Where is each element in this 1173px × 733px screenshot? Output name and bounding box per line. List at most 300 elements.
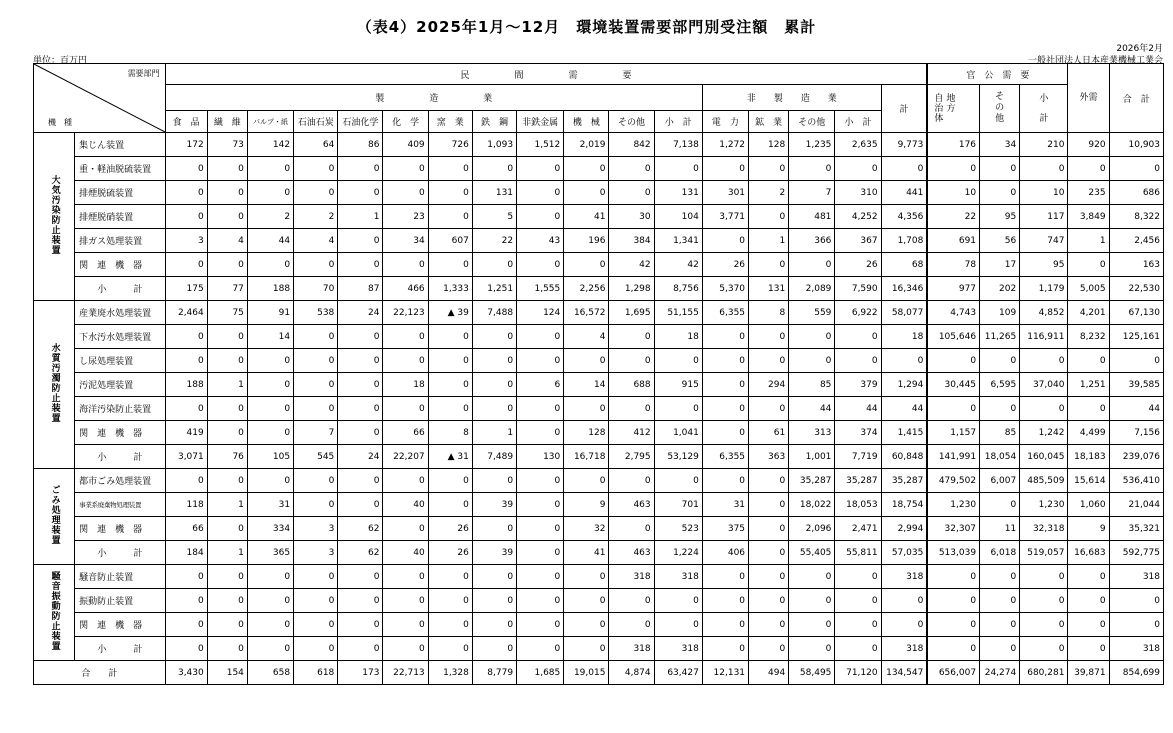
table-cell: 592,775 [1109, 541, 1163, 565]
table-cell: 9 [564, 493, 609, 517]
table-cell: 0 [383, 517, 428, 541]
table-cell: 2,795 [609, 445, 654, 469]
table-cell: 0 [517, 565, 564, 589]
table-cell: 318 [609, 637, 654, 661]
table-cell: 0 [881, 349, 927, 373]
table-cell: 0 [835, 325, 881, 349]
table-cell: 43 [517, 229, 564, 253]
table-cell: 0 [207, 421, 247, 445]
table-cell: 22,713 [383, 661, 428, 685]
table-cell: 61 [749, 421, 789, 445]
table-cell: 0 [654, 349, 702, 373]
table-cell: 87 [338, 277, 383, 301]
table-cell: 0 [927, 613, 979, 637]
subtotal-row [34, 277, 1164, 301]
table-cell: 0 [517, 349, 564, 373]
table-cell: 0 [472, 469, 516, 493]
table-cell: 366 [789, 229, 835, 253]
table-cell: 0 [338, 421, 383, 445]
table-cell: 26 [835, 253, 881, 277]
table-cell: 58,077 [881, 301, 927, 325]
table-cell: 0 [517, 637, 564, 661]
table-cell: 2,456 [1109, 229, 1163, 253]
table-cell: 0 [247, 421, 293, 445]
table-cell: 0 [207, 205, 247, 229]
table-cell: 0 [207, 157, 247, 181]
table-cell: 318 [654, 637, 702, 661]
row-label: 騒音防止装置 [75, 565, 165, 589]
table-cell: 0 [749, 613, 789, 637]
unit-label: 単位：百万円 [33, 56, 88, 66]
table-cell: 701 [654, 493, 702, 517]
table-cell: 30,445 [927, 373, 979, 397]
table-cell: 4 [207, 229, 247, 253]
table-cell: 75 [207, 301, 247, 325]
table-cell: 0 [517, 589, 564, 613]
table-cell: 0 [428, 253, 472, 277]
table-cell: 2 [294, 205, 338, 229]
table-cell: 1,415 [881, 421, 927, 445]
table-cell: 1,179 [1020, 277, 1068, 301]
table-cell: 0 [980, 589, 1020, 613]
table-cell: 142 [247, 133, 293, 157]
table-cell: 318 [881, 637, 927, 661]
table-cell: 0 [789, 589, 835, 613]
table-cell: 0 [207, 517, 247, 541]
table-cell: 35,287 [789, 469, 835, 493]
table-cell: 0 [702, 325, 748, 349]
table-cell: 0 [383, 469, 428, 493]
table-cell: 0 [517, 205, 564, 229]
table-cell: 0 [702, 157, 748, 181]
table-cell: 0 [1068, 253, 1109, 277]
table-cell: 5,370 [702, 277, 748, 301]
table-cell: 17 [980, 253, 1020, 277]
table-cell: 0 [1068, 589, 1109, 613]
table-cell: 0 [428, 613, 472, 637]
row-label: 都市ごみ処理装置 [75, 469, 165, 493]
table-cell: 375 [702, 517, 748, 541]
table-cell: 40 [383, 493, 428, 517]
table-cell: 0 [1109, 349, 1163, 373]
column-header: その他 [609, 111, 654, 133]
table-cell: 0 [564, 637, 609, 661]
table-cell: 0 [517, 253, 564, 277]
table-cell: 2,096 [789, 517, 835, 541]
table-cell: 2,635 [835, 133, 881, 157]
table-cell: 0 [702, 637, 748, 661]
row-label: 海洋汚染防止装置 [75, 397, 165, 421]
table-cell: 0 [472, 157, 516, 181]
table-cell: 116,911 [1020, 325, 1068, 349]
table-cell: 441 [881, 181, 927, 205]
table-cell: 18,754 [881, 493, 927, 517]
table-cell: 0 [338, 493, 383, 517]
table-cell: 6,355 [702, 301, 748, 325]
table-cell: 0 [428, 637, 472, 661]
table-cell: 16,683 [1068, 541, 1109, 565]
table-cell: 0 [338, 349, 383, 373]
table-cell: 0 [428, 349, 472, 373]
table-cell: 0 [207, 469, 247, 493]
table-cell: 1 [207, 373, 247, 397]
table-cell: 19,015 [564, 661, 609, 685]
table-cell: 3,849 [1068, 205, 1109, 229]
table-cell: 0 [654, 613, 702, 637]
table-cell: 0 [294, 157, 338, 181]
column-header: 窯 業 [428, 111, 472, 133]
table-cell: 85 [980, 421, 1020, 445]
column-header: 鉱 業 [749, 111, 789, 133]
table-cell: 0 [247, 613, 293, 637]
table-cell: 1,251 [472, 277, 516, 301]
table-cell: 1,555 [517, 277, 564, 301]
table-cell: 91 [247, 301, 293, 325]
table-cell: 18,183 [1068, 445, 1109, 469]
group-label-text: 大気汚染防止装置 [49, 174, 60, 255]
table-cell: 691 [927, 229, 979, 253]
table-cell: 294 [749, 373, 789, 397]
column-header: 小 計 [654, 111, 702, 133]
table-cell: 235 [1068, 181, 1109, 205]
table-cell: 0 [835, 613, 881, 637]
table-cell: 0 [749, 493, 789, 517]
table-cell: 160,045 [1020, 445, 1068, 469]
table-cell: 44 [881, 397, 927, 421]
table-cell: 0 [517, 613, 564, 637]
table-cell: 920 [1068, 133, 1109, 157]
table-cell: 0 [927, 157, 979, 181]
table-cell: 0 [165, 469, 207, 493]
table-cell: 0 [428, 325, 472, 349]
table-cell: 318 [609, 565, 654, 589]
table-cell: 78 [927, 253, 979, 277]
table-cell: 523 [654, 517, 702, 541]
table-cell: 56 [980, 229, 1020, 253]
table-cell: 63,427 [654, 661, 702, 685]
table-row [34, 301, 1164, 325]
table-cell: 409 [383, 133, 428, 157]
table-cell: 842 [609, 133, 654, 157]
table-cell: 76 [207, 445, 247, 469]
table-cell: 1 [749, 229, 789, 253]
table-cell: 105,646 [927, 325, 979, 349]
row-label: 小 計 [75, 277, 165, 301]
table-cell: 0 [517, 157, 564, 181]
table-cell: 3 [165, 229, 207, 253]
table-cell: 318 [881, 565, 927, 589]
table-cell: 23 [383, 205, 428, 229]
table-cell: 64 [294, 133, 338, 157]
table-cell: 67,130 [1109, 301, 1163, 325]
table-cell: 0 [835, 637, 881, 661]
table-cell: 0 [517, 421, 564, 445]
table-cell: 39,585 [1109, 373, 1163, 397]
table-cell: 18,053 [835, 493, 881, 517]
table-cell: 0 [789, 325, 835, 349]
local-gov-sub: 地方 [946, 94, 956, 114]
table-cell: 618 [294, 661, 338, 685]
row-label: 小 計 [75, 541, 165, 565]
table-cell: 44 [1109, 397, 1163, 421]
table-cell: 0 [247, 373, 293, 397]
table-cell: 22 [472, 229, 516, 253]
table-cell: 32,318 [1020, 517, 1068, 541]
table-cell: 0 [472, 565, 516, 589]
row-label: 小 計 [75, 445, 165, 469]
table-cell: 22,123 [383, 301, 428, 325]
table-cell: 0 [609, 349, 654, 373]
table-cell: 44 [835, 397, 881, 421]
table-cell: 0 [472, 613, 516, 637]
row-label: 事業系廃棄物処理装置 [75, 493, 165, 517]
table-row [34, 349, 1164, 373]
table-cell: 11 [980, 517, 1020, 541]
table-row [34, 589, 1164, 613]
table-cell: 35,321 [1109, 517, 1163, 541]
table-cell: 559 [789, 301, 835, 325]
table-cell: 3,771 [702, 205, 748, 229]
table-cell: 0 [207, 397, 247, 421]
table-cell: 0 [609, 613, 654, 637]
table-cell: 0 [654, 469, 702, 493]
table-cell: 131 [749, 277, 789, 301]
table-cell: 130 [517, 445, 564, 469]
table-cell: 0 [338, 565, 383, 589]
table-cell: 977 [927, 277, 979, 301]
table-cell: 0 [207, 253, 247, 277]
table-cell: 0 [1109, 589, 1163, 613]
table-cell: 0 [165, 637, 207, 661]
table-cell: 18 [881, 325, 927, 349]
table-cell: 39,871 [1068, 661, 1109, 685]
table-cell: 42 [654, 253, 702, 277]
table-cell: 0 [428, 397, 472, 421]
table-cell: 2 [749, 181, 789, 205]
table-cell: 0 [927, 589, 979, 613]
table-cell: 0 [247, 565, 293, 589]
row-label: 産業廃水処理装置 [75, 301, 165, 325]
table-cell: 0 [1020, 637, 1068, 661]
table-cell: 0 [564, 589, 609, 613]
row-label: 関 連 機 器 [75, 421, 165, 445]
table-cell: 175 [165, 277, 207, 301]
grand-total-label: 合 計 [34, 661, 166, 685]
table-cell: 0 [749, 637, 789, 661]
table-cell: 0 [383, 613, 428, 637]
table-cell: 0 [1109, 157, 1163, 181]
table-cell: 22,207 [383, 445, 428, 469]
table-cell: 1,341 [654, 229, 702, 253]
table-cell: 105 [247, 445, 293, 469]
table-row [34, 565, 1164, 589]
non-manufacturing-header: 非 製 造 業 [702, 85, 881, 111]
table-cell: 0 [749, 349, 789, 373]
column-header: 食 品 [165, 111, 207, 133]
table-cell: 0 [294, 589, 338, 613]
table-cell: 0 [247, 589, 293, 613]
table-cell: 41 [564, 205, 609, 229]
table-cell: 0 [338, 157, 383, 181]
table-row [34, 397, 1164, 421]
table-cell: 334 [247, 517, 293, 541]
table-cell: 239,076 [1109, 445, 1163, 469]
table-cell: 39 [472, 541, 516, 565]
table-cell: 131 [654, 181, 702, 205]
table-cell: 44 [789, 397, 835, 421]
table-cell: 9,773 [881, 133, 927, 157]
table-cell: 10 [927, 181, 979, 205]
table-cell: 0 [835, 157, 881, 181]
gov-other-header: その他 [980, 85, 1020, 133]
group-label [34, 133, 75, 301]
table-cell: 2,019 [564, 133, 609, 157]
table-cell: 658 [247, 661, 293, 685]
group-label-text: 水質汚濁防止装置 [49, 342, 60, 423]
table-cell: 384 [609, 229, 654, 253]
table-cell: 0 [980, 493, 1020, 517]
subtotal-row [34, 541, 1164, 565]
column-header: 石油化学 [338, 111, 383, 133]
table-cell: 0 [207, 565, 247, 589]
table-cell: 0 [609, 517, 654, 541]
column-header: 機 械 [564, 111, 609, 133]
group-label [34, 469, 75, 565]
table-cell: 0 [472, 373, 516, 397]
table-cell: 0 [165, 589, 207, 613]
table-cell: 318 [1109, 565, 1163, 589]
table-cell: 18 [383, 373, 428, 397]
table-cell: 680,281 [1020, 661, 1068, 685]
table-cell: 656,007 [927, 661, 979, 685]
table-cell: 1,242 [1020, 421, 1068, 445]
table-cell: 0 [338, 469, 383, 493]
table-cell: 406 [702, 541, 748, 565]
table-cell: 0 [338, 613, 383, 637]
table-cell: 163 [1109, 253, 1163, 277]
column-header: 非鉄金属 [517, 111, 564, 133]
table-row [34, 421, 1164, 445]
table-cell: 0 [1068, 613, 1109, 637]
table-cell: 30 [609, 205, 654, 229]
table-cell: 0 [428, 157, 472, 181]
table-cell: 0 [338, 373, 383, 397]
row-label: 小 計 [75, 637, 165, 661]
table-cell: 726 [428, 133, 472, 157]
table-cell: 0 [428, 565, 472, 589]
table-cell: 22 [927, 205, 979, 229]
table-cell: 8,322 [1109, 205, 1163, 229]
table-cell: 0 [428, 373, 472, 397]
table-cell: 0 [428, 469, 472, 493]
table-row [34, 205, 1164, 229]
grand-total-row [34, 661, 1164, 685]
table-row [34, 469, 1164, 493]
row-label: 集じん装置 [75, 133, 165, 157]
table-cell: 6,922 [835, 301, 881, 325]
table-cell: 0 [517, 541, 564, 565]
table-cell: 4 [564, 325, 609, 349]
table-cell: 0 [881, 589, 927, 613]
grand-total-header: 合 計 [1109, 64, 1163, 133]
table-cell: 0 [1068, 565, 1109, 589]
table-cell: 915 [654, 373, 702, 397]
table-cell: 0 [835, 565, 881, 589]
table-cell: 0 [835, 349, 881, 373]
table-cell: 0 [564, 469, 609, 493]
table-cell: 62 [338, 517, 383, 541]
table-cell: 466 [383, 277, 428, 301]
table-cell: 0 [564, 613, 609, 637]
row-label: 関 連 機 器 [75, 253, 165, 277]
table-cell: 0 [749, 469, 789, 493]
table-cell: 0 [749, 325, 789, 349]
table-cell: 42 [609, 253, 654, 277]
table-cell: 24,274 [980, 661, 1020, 685]
table-cell: 0 [1020, 565, 1068, 589]
table-cell: 0 [654, 157, 702, 181]
table-cell: 318 [1109, 637, 1163, 661]
table-cell: 35,287 [835, 469, 881, 493]
table-cell: 3 [294, 541, 338, 565]
table-cell: 184 [165, 541, 207, 565]
gov-subtotal-header: 小計 [1020, 85, 1068, 133]
table-cell: 479,502 [927, 469, 979, 493]
table-cell: 7,156 [1109, 421, 1163, 445]
table-cell: 0 [428, 205, 472, 229]
table-cell: 128 [749, 133, 789, 157]
table-cell: 7 [789, 181, 835, 205]
table-cell: 0 [294, 349, 338, 373]
table-cell: 7,719 [835, 445, 881, 469]
table-cell: 0 [1020, 157, 1068, 181]
table-cell: 16,718 [564, 445, 609, 469]
table-cell: 0 [881, 157, 927, 181]
table-cell: 0 [564, 253, 609, 277]
header-corner [34, 64, 166, 133]
table-cell: 0 [207, 325, 247, 349]
table-cell: 1,272 [702, 133, 748, 157]
table-cell: 1,230 [927, 493, 979, 517]
table-cell: 0 [749, 205, 789, 229]
table-cell: 463 [609, 493, 654, 517]
table-cell: 0 [294, 637, 338, 661]
table-cell: 0 [702, 421, 748, 445]
table-cell: 0 [294, 469, 338, 493]
table-cell: 14 [564, 373, 609, 397]
table-cell: 5,005 [1068, 277, 1109, 301]
table-cell: 32 [564, 517, 609, 541]
table-cell: 31 [702, 493, 748, 517]
table-cell: 0 [517, 493, 564, 517]
table-cell: 0 [517, 181, 564, 205]
table-cell: 4,743 [927, 301, 979, 325]
table-cell: 1,328 [428, 661, 472, 685]
table-cell: 313 [789, 421, 835, 445]
table-row [34, 373, 1164, 397]
table-cell: 104 [654, 205, 702, 229]
table-cell: 0 [609, 469, 654, 493]
table-cell: 412 [609, 421, 654, 445]
table-cell: 125,161 [1109, 325, 1163, 349]
table-cell: 367 [835, 229, 881, 253]
row-label: し尿処理装置 [75, 349, 165, 373]
table-cell: 68 [881, 253, 927, 277]
table-cell: 0 [517, 517, 564, 541]
table-cell: 0 [564, 565, 609, 589]
row-label: 排煙脱硫装置 [75, 181, 165, 205]
table-cell: 2,256 [564, 277, 609, 301]
